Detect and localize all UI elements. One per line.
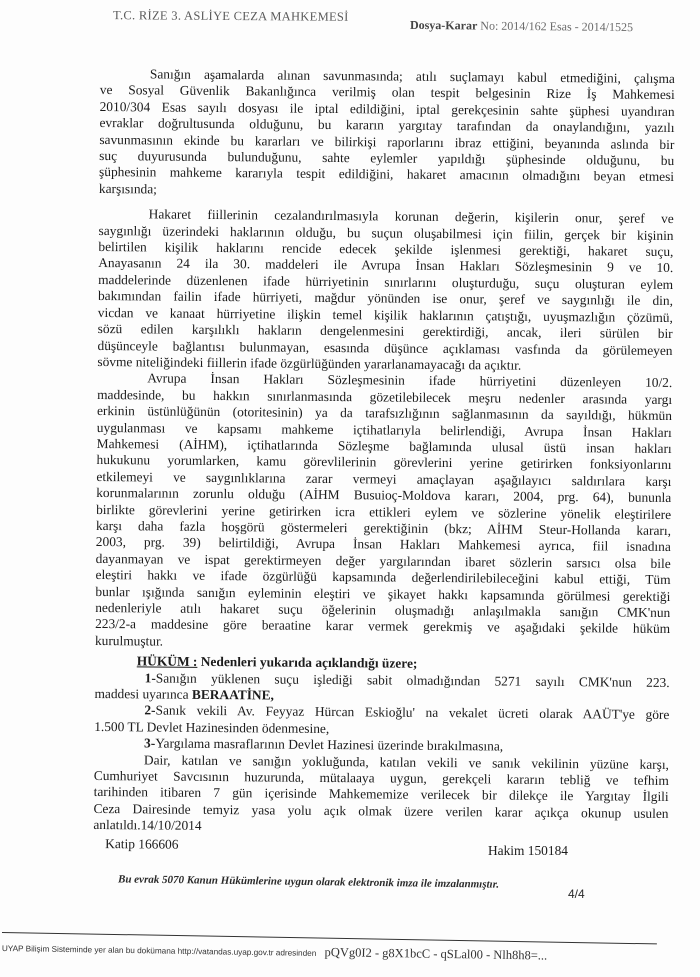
- text-line: evraklar doğrultusunda olduğunu, bu kararın yargıtay tarafından da onaylandığını, yazılı: [99, 115, 675, 136]
- clerk-signature: Katip 166606: [105, 835, 179, 852]
- text-line: 1-Sanığın yüklenen suçu işlediği sabit olmadığından 5271 sayılı CMK'nun 223.: [144, 670, 670, 690]
- file-label: Dosya-Karar: [409, 17, 478, 33]
- text-line: 3-Yargılama masraflarının Devlet Hazinesi üzerinde bırakılmasına,: [144, 735, 504, 754]
- acquittal-text: BERAATİNE,: [191, 686, 274, 703]
- footer: [2, 940, 548, 964]
- paragraph-insult-law: [97, 206, 673, 375]
- verdict-item-2: [94, 702, 669, 740]
- text-line: maddesi uyarınca BERAATİNE,: [94, 686, 274, 703]
- text-line: eleştiri hakkı ve ifade özgürlüğü kapsamında değerlendirilebileceğini kabul ettiği, Tüm: [95, 567, 671, 588]
- text-line: bakımından failin ifade hürriyeti, mağdur yönünden ise onur, şeref ve saygınlığı ile din,: [97, 288, 674, 309]
- footer-text: UYAP Bilişim Sisteminde yer alan bu dokümana http://vatandas.uyap.gov.tr adresinden: [1, 943, 317, 958]
- text-line: bunlar ışığında sanığın eyleminin eleştiri ve şikayet hakkı kapsamında görülmesi gerektiği: [95, 583, 671, 604]
- item-number: 1-: [144, 670, 156, 686]
- text-line: anlatıldı.14/10/2014: [93, 817, 202, 834]
- text-line: sözü edilen karşılıklı hakların dengelenmesini gerektirdiği, ancak, ileri sürülen bir: [97, 321, 673, 342]
- text-line: Hakaret fiillerinin cezalandırılmasıyla korunan değerin, kişilerin onur, şeref ve: [148, 206, 674, 227]
- text-line: saygınlığı üzerindeki haklarının olduğu, bu suçun oluşabilmesi için fiilin, gerçek bir kişinin: [98, 222, 674, 243]
- verification-code: pQVg0I2 - g8X1bcC - qSLal00 - Nlh8h8=...: [324, 945, 548, 963]
- text-line: Sanığın aşamalarda alınan savunmasında; atılı suçlamayı kabul etmediğini, çalışma: [149, 66, 675, 87]
- text-line: 2-Sanık vekili Av. Feyyaz Hürcan Eskioğlu' na vekalet ücreti olarak AAÜT'ye göre: [144, 702, 670, 723]
- verdict-heading-text: Nedenleri yukarıda açıklandığı üzere;: [200, 654, 418, 672]
- text-line: Ceza Dairesinde temyiz yasa yolu açık olmak üzere verilen karar açıkça okunup usulen: [93, 800, 669, 821]
- text-line: 2003, prg. 39) belirtildiği, Avrupa İnsan Hakları Mahkemesi ayrıca, fiil isnadına: [95, 534, 671, 555]
- item-number: 3-: [144, 735, 156, 751]
- file-number: No: 2014/162 Esas - 2014/1525: [480, 18, 634, 35]
- text-line: Anayasanın 24 ila 30. maddeleri ile Avrupa İnsan Hakları Sözleşmesinin 9 ve 10.: [98, 255, 674, 276]
- document-body: [93, 66, 675, 857]
- page-number: 4/4: [568, 887, 585, 901]
- text-line: birlikte görevlerini yerine getirirken icra ettikleri eylem ve sözlerine yönelik eleştirilere: [96, 501, 672, 522]
- text-line: korunmalarının zorunlu olduğu (AİHM Busuioç-Moldova kararı, 2004, prg. 64), bununla: [96, 485, 672, 506]
- text-line: 223/2-a maddesine göre beraatine karar vermek gerekmiş ve aşağıdaki şekilde hüküm: [95, 616, 671, 637]
- text-line: hukukunu yorumlarken, kamu görevlilerinin görevlerini yerine getirirken fonksiyonlarını: [96, 452, 672, 473]
- paragraph-echr: [95, 370, 672, 654]
- text-line: 2010/304 Esas sayılı dosyası ile iptal edildiğini, iptal gerekçesinin sahte şüphesi uyandıran: [99, 98, 675, 119]
- text-line: Avrupa İnsan Hakları Sözleşmesinin ifade hürriyetini düzenleyen 10/2.: [147, 370, 673, 391]
- verdict-item-1: [94, 670, 669, 708]
- e-signature-note: Bu evrak 5070 Kanun Hükümlerine uygun olarak elektronik imza ile imzalanmıştır.: [117, 873, 500, 891]
- text-line: dayanmayan ve ispat gerektirmeyen değer yargılarından ibaret sözlerin sarsıcı olsa bile: [95, 550, 671, 571]
- item-number: 2-: [144, 702, 156, 718]
- text-line: savunmasının ekinde bu kararları ve bilirkişi raporlarını ibraz ettiğini, beyanında aslında bir: [99, 131, 675, 152]
- text-line: Mahkemesi (AİHM), içtihatlarında Sözleşme bağlamında ulusal üstü insan hakları: [96, 435, 672, 456]
- text-line: suç duyurusunda bulunduğunu, sahte eylemler yapıldığı şüphesinde olduğunu, bu: [99, 148, 675, 169]
- text-line: sövme niteliğindeki fiillerin ifade özgürlüğünden yararlanamayacağı da açıktır.: [97, 353, 522, 373]
- verdict-closing: [93, 752, 669, 839]
- court-name-header: T.C. RİZE 3. ASLİYE CEZA MAHKEMESİ: [112, 8, 349, 24]
- text-line: uygulanması ve kapsamı mahkeme içtihatlarıyla belirlendiği, Avrupa İnsan Hakları: [96, 419, 672, 440]
- text-line: Dair, katılan ve sanığın yokluğunda, katılan vekili ve sanık vekilinin yüzüne karşı,: [143, 752, 669, 772]
- text-line: tarihinden itibaren 7 gün içerisinde Mahkememize verilecek bir dilekçe ile Yargıtay İlgili: [93, 784, 669, 805]
- text-line: vicdan ve kanaat hürriyetine ilişkin temel kişilik haklarının çatıştığı, uyuşmazlığın çözümü,: [97, 304, 673, 325]
- text-line: nedenleriyle atılı hakaret suçu öğelerinin oluşmadığı anlaşılmakla sanığın CMK'nun: [95, 599, 671, 620]
- text-line: ve Sosyal Güvenlik Bakanlığınca verilmiş olan tespit belgesinin Rize İş Mahkemesi: [99, 82, 675, 103]
- judge-signature: Hakim 150184: [488, 843, 568, 858]
- text-line: karşı daha fazla hoşgörü göstermeleri gerektiğinin (bkz; AİHM Steur-Hollanda kararı,: [95, 517, 672, 538]
- text-line: maddesinde, bu hakkın sınırlanmasında gözetilebilecek meşru nedenler arasında yargı: [97, 386, 673, 407]
- text-line: etkilemeyi ve saygınlıklarına zarar vermeyi amaçlayan aşağılayıcı saldırılara karşı: [96, 468, 672, 489]
- text-line: Cumhuriyet Savcısının huzurunda, mütalaaya uygun, gerekçeli kararın tebliğ ve tefhim: [93, 768, 669, 789]
- text-line: karşısında;: [98, 180, 158, 197]
- text-line: erkinin üstünlüğünün (otoritesinin) ya da tarafsızlığının sağlanmasının da sayıldığı, hükmün: [96, 403, 673, 424]
- verdict-label: HÜKÜM :: [136, 653, 198, 670]
- paragraph-defense: [99, 66, 675, 202]
- file-number-header: [410, 18, 633, 35]
- text-line: 1.500 TL Devlet Hazinesinden ödenmesine,: [94, 718, 330, 736]
- text-line: maddelerinde düzenlenen ifade hürriyetinin sınırlarını oluşturduğu, suçu oluşturan eylem: [98, 271, 674, 292]
- text-line: düşünceyle bağlantısı bulunmayan, esasında düşünce açıklaması vasfında da görülemeyen: [97, 337, 673, 358]
- text-line: şüphesinin mahkeme kararıyla tespit edildiğini, hakaret amacının olmadığını beyan etmesi: [99, 164, 675, 185]
- text-line: kurulmuştur.: [94, 632, 164, 649]
- text-line: belirtilen kişilik haklarını rencide edecek şekilde işlenmesi gerektiği, hakaret suçu,: [98, 239, 674, 260]
